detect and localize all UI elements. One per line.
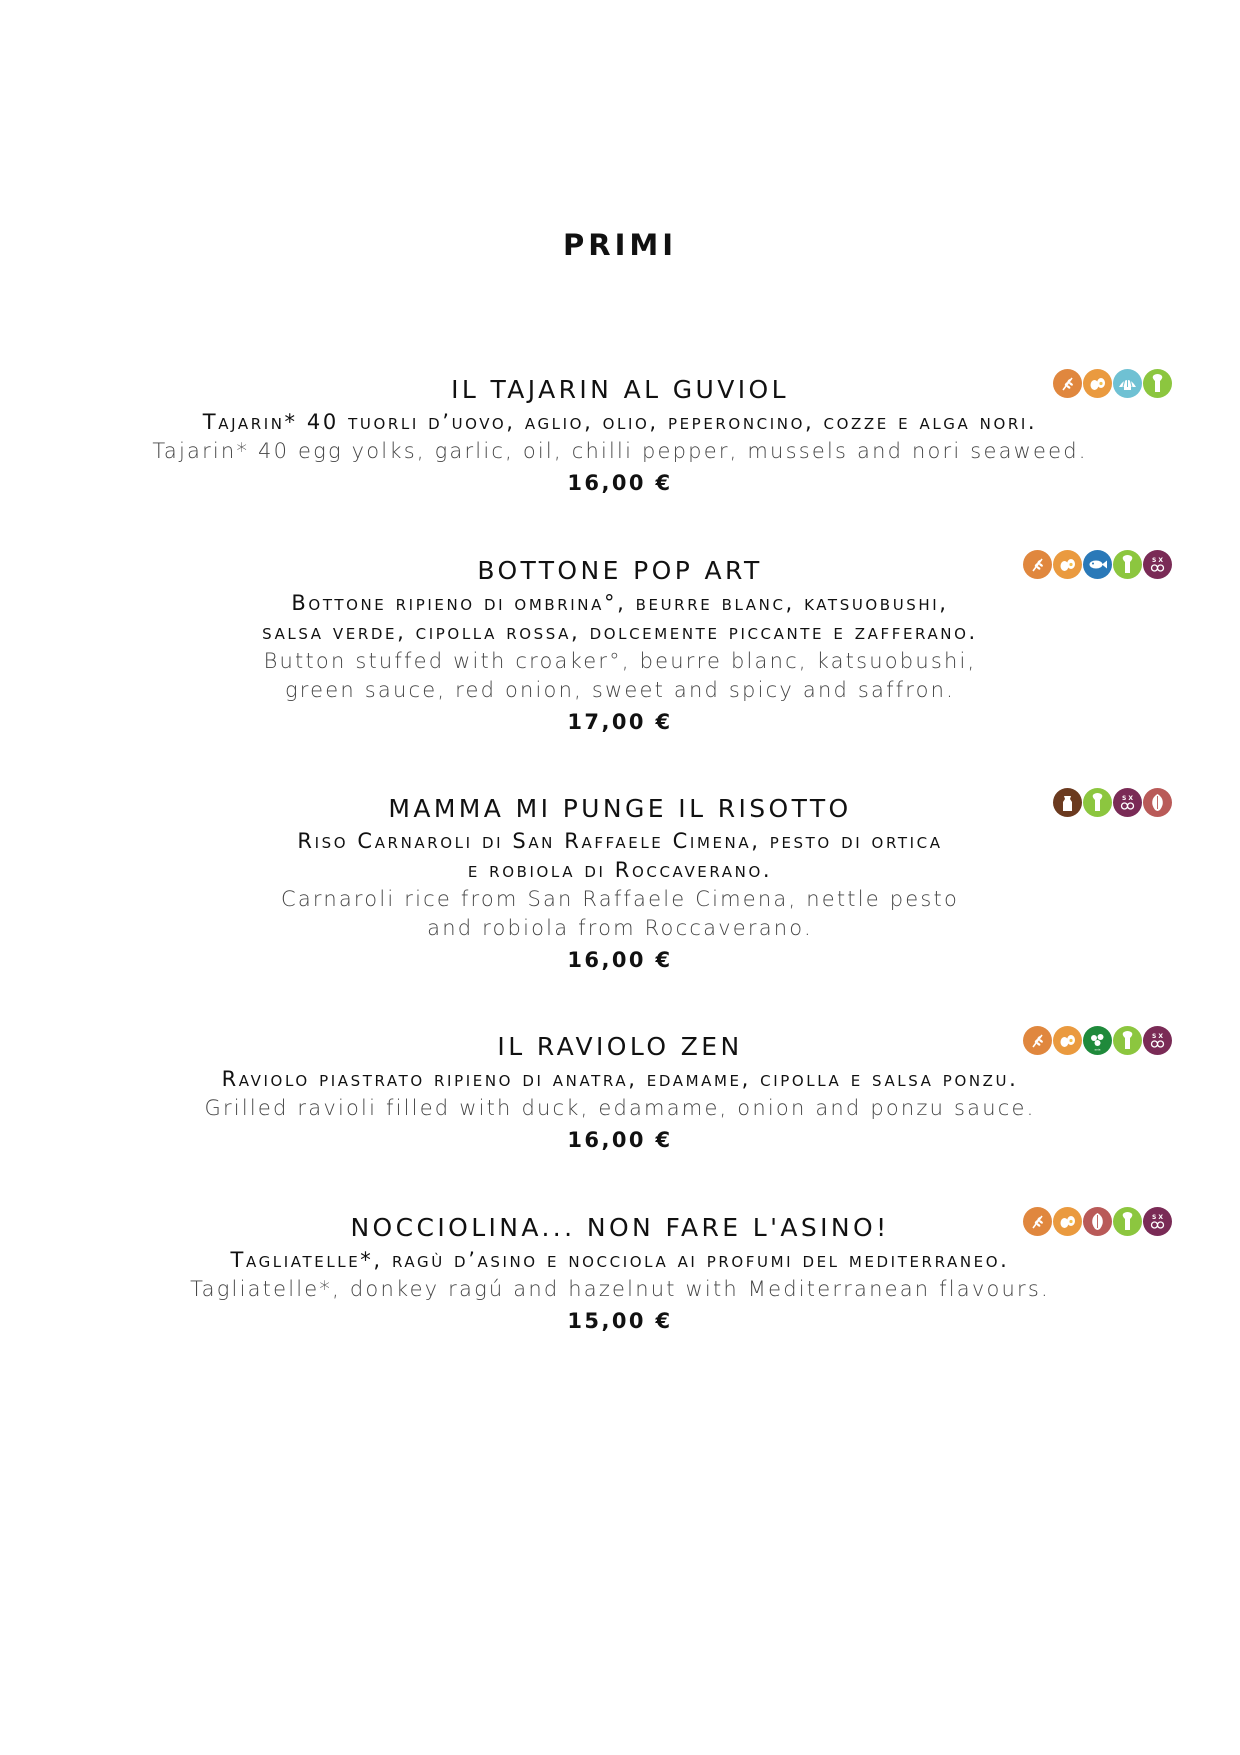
dish-description-it: e robiola di Roccaverano. <box>467 858 773 882</box>
dish-description-en: green sauce, red onion, sweet and spicy and saffron. <box>284 678 956 702</box>
dish-description-en: Tagliatelle*, donkey ragú and hazelnut with Mediterranean flavours. <box>190 1277 1050 1301</box>
svg-text:S X: S X <box>1151 1033 1164 1040</box>
dish-name: BOTTONE POP ART <box>477 556 763 585</box>
celery-icon <box>1083 788 1112 817</box>
menu-item <box>0 553 1240 739</box>
nuts-icon <box>1083 1207 1112 1236</box>
eggs-icon <box>1083 369 1112 398</box>
svg-text:S X: S X <box>1121 795 1134 802</box>
gluten-icon <box>1023 1207 1052 1236</box>
eggs-icon <box>1053 1026 1082 1055</box>
molluscs-icon <box>1113 369 1142 398</box>
dish-price: 16,00 € <box>567 948 673 972</box>
allergen-icons <box>1053 369 1172 399</box>
dish-description-en: Carnaroli rice from San Raffaele Cimena, nettle pesto <box>280 887 960 911</box>
dish-name: IL RAVIOLO ZEN <box>497 1032 743 1061</box>
page-title: PRIMI <box>562 228 678 262</box>
gluten-icon <box>1053 369 1082 398</box>
gluten-icon <box>1023 1026 1052 1055</box>
eggs-icon <box>1053 550 1082 579</box>
celery-icon <box>1113 1026 1142 1055</box>
dish-name: MAMMA MI PUNGE IL RISOTTO <box>388 794 852 823</box>
dish-price: 16,00 € <box>567 471 673 495</box>
dish-price: 15,00 € <box>567 1309 673 1333</box>
dish-description-en: Grilled ravioli filled with duck, edamame, onion and ponzu sauce. <box>204 1096 1036 1120</box>
dish-price: 17,00 € <box>567 710 673 734</box>
dish-name: IL TAJARIN AL GUVIOL <box>451 375 789 404</box>
nuts-icon <box>1143 788 1172 817</box>
svg-text:S X: S X <box>1151 557 1164 564</box>
dish-description-it: Bottone ripieno di ombrina°, beurre blanc, katsuobushi, <box>291 591 949 615</box>
dish-description-en: Tajarin* 40 egg yolks, garlic, oil, chilli pepper, mussels and nori seaweed. <box>152 439 1088 463</box>
allergen-icons <box>1023 1026 1172 1056</box>
dish-price: 16,00 € <box>567 1128 673 1152</box>
milk-icon <box>1053 788 1082 817</box>
sulphites-icon <box>1143 1207 1172 1236</box>
celery-icon <box>1113 1207 1142 1236</box>
dish-description-it: Tagliatelle*, ragù d’asino e nocciola ai profumi del mediterraneo. <box>230 1248 1010 1272</box>
svg-text:soia: soia <box>1094 1047 1101 1052</box>
dish-description-it: Tajarin* 40 tuorli d’uovo, aglio, olio, peperoncino, cozze e alga nori. <box>202 410 1038 434</box>
sulphites-icon <box>1143 1026 1172 1055</box>
dish-description-en: and robiola from Roccaverano. <box>427 916 813 940</box>
menu-item <box>0 791 1240 977</box>
celery-icon <box>1113 550 1142 579</box>
allergen-icons <box>1023 1207 1172 1237</box>
dish-description-it: Riso Carnaroli di San Raffaele Cimena, pesto di ortica <box>297 829 943 853</box>
allergen-icons <box>1023 550 1172 580</box>
dish-name: NOCCIOLINA... NON FARE L'ASINO! <box>350 1213 890 1242</box>
dish-description-it: Raviolo piastrato ripieno di anatra, edamame, cipolla e salsa ponzu. <box>221 1067 1019 1091</box>
allergen-icons <box>1053 788 1172 818</box>
sulphites-icon <box>1143 550 1172 579</box>
soy-icon <box>1083 1026 1112 1055</box>
eggs-icon <box>1053 1207 1082 1236</box>
celery-icon <box>1143 369 1172 398</box>
fish-icon <box>1083 550 1112 579</box>
svg-text:S X: S X <box>1151 1214 1164 1221</box>
sulphites-icon <box>1113 788 1142 817</box>
gluten-icon <box>1023 550 1052 579</box>
dish-description-en: Button stuffed with croaker°, beurre blanc, katsuobushi, <box>263 649 977 673</box>
dish-description-it: salsa verde, cipolla rossa, dolcemente piccante e zafferano. <box>262 620 978 644</box>
